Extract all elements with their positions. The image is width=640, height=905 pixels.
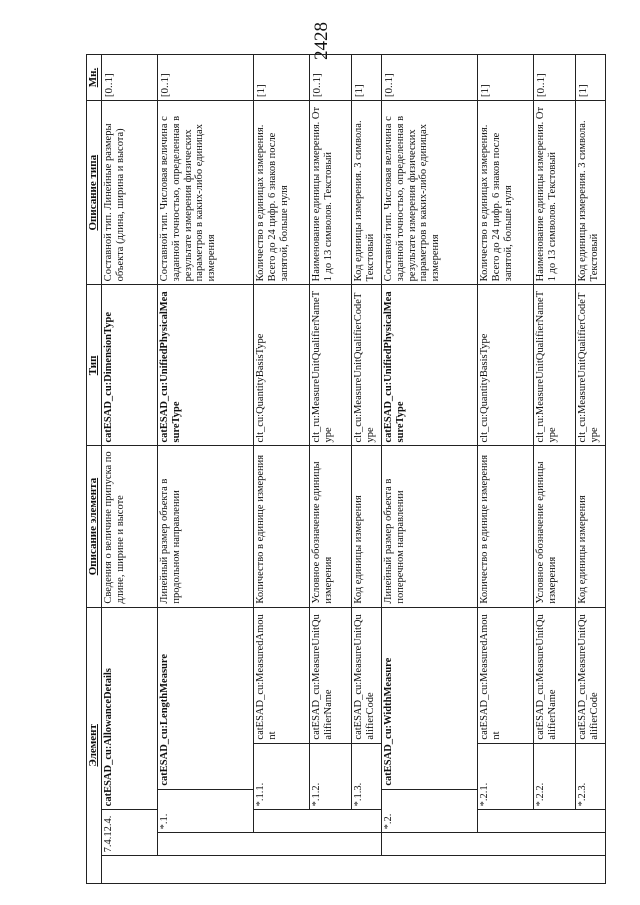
table-row [478, 55, 534, 884]
table-rotator [86, 54, 600, 884]
page-number: 2428 [311, 22, 332, 60]
element-name: catESAD_cu:MeasuredAmount [478, 607, 534, 743]
table-row [158, 55, 254, 884]
element-type: clt_cu:QuantityBasisType [254, 285, 310, 446]
row-number: *.2. [382, 789, 478, 833]
type-desc: Количество в единицах измерения. Всего до 24 цифр. 6 знаков после запятой, больше нуля [254, 101, 310, 285]
type-desc: Составной тип. Числовая величина с заданной точностью, определенная в результате измерения физических параметров в каких-либо единицах измерения [158, 101, 254, 285]
header-mult: Мн. [87, 55, 102, 101]
multiplicity: [1] [576, 55, 606, 101]
element-desc: Условное обозначение единицы измерения [534, 446, 576, 607]
table-row [576, 55, 606, 884]
row-number: *.1.1. [254, 743, 310, 810]
element-desc: Условное обозначение единицы измерения [310, 446, 352, 607]
multiplicity: [1] [352, 55, 382, 101]
element-name: catESAD_cu:WidthMeasure [382, 607, 478, 789]
element-table [86, 54, 606, 884]
element-name: catESAD_cu:AllowanceDetails [102, 607, 158, 810]
indent-cell [534, 856, 576, 884]
element-type: clt_cu:MeasureUnitQualifierCodeType [576, 285, 606, 446]
indent-cell [158, 833, 254, 856]
multiplicity: [0..1] [158, 55, 254, 101]
indent-cell [576, 856, 606, 884]
element-desc: Линейный размер объекта в продольном направлении [158, 446, 254, 607]
type-desc: Составной тип. Числовая величина с заданной точностью, определенная в результате измерения физических параметров в каких-либо единицах измерения [382, 101, 478, 285]
rotated-table-container [86, 54, 600, 884]
row-number: *.1.3. [352, 743, 382, 810]
indent-cell [310, 856, 352, 884]
element-desc: Код единицы измерения [352, 446, 382, 607]
indent-cell [158, 856, 254, 884]
indent-cell [254, 856, 310, 884]
type-desc: Количество в единицах измерения. Всего до 24 цифр. 6 знаков после запятой, больше нуля [478, 101, 534, 285]
multiplicity: [0..1] [534, 55, 576, 101]
header-type-desc: Описание типа [87, 101, 102, 285]
type-desc: Код единицы измерения. 3 символа. Текстовый [352, 101, 382, 285]
element-type: catESAD_cu:DimensionType [102, 285, 158, 446]
table-row [352, 55, 382, 884]
element-desc: Линейный размер объекта в поперечном направлении [382, 446, 478, 607]
indent-cell [254, 833, 310, 856]
header-element: Элемент [87, 607, 102, 883]
element-name: catESAD_cu:MeasureUnitQualifierCode [352, 607, 382, 743]
element-type: clt_cu:QuantityBasisType [478, 285, 534, 446]
table-row [254, 55, 310, 884]
element-type: clt_cu:MeasureUnitQualifierCodeType [352, 285, 382, 446]
element-desc: Количество в единице измерения [254, 446, 310, 607]
type-desc: Наименование единицы измерения. От 1 до 13 символов. Текстовый [534, 101, 576, 285]
element-name: catESAD_cu:MeasureUnitQualifierName [534, 607, 576, 743]
element-desc: Сведения о величине припуска по длине, ширине и высоте [102, 446, 158, 607]
element-desc: Количество в единице измерения [478, 446, 534, 607]
indent-cell [576, 833, 606, 856]
type-desc: Код единицы измерения. 3 символа. Текстовый [576, 101, 606, 285]
indent-cell [352, 810, 382, 833]
table-header-row [87, 55, 102, 884]
element-type: catESAD_cu:UnifiedPhysicalMeasureType [382, 285, 478, 446]
multiplicity: [0..1] [382, 55, 478, 101]
multiplicity: [1] [254, 55, 310, 101]
element-name: catESAD_cu:MeasuredAmount [254, 607, 310, 743]
indent-cell [310, 810, 352, 833]
table-row [534, 55, 576, 884]
table-row [382, 55, 478, 884]
element-desc: Код единицы измерения [576, 446, 606, 607]
row-number: *.1.2. [310, 743, 352, 810]
header-type: Тип [87, 285, 102, 446]
row-number: *.2.2. [534, 743, 576, 810]
header-element-desc: Описание элемента [87, 446, 102, 607]
row-number: *.2.1. [478, 743, 534, 810]
indent-cell [310, 833, 352, 856]
type-desc: Составной тип. Линейные размеры объекта (длина, ширина и высота) [102, 101, 158, 285]
indent-cell [478, 856, 534, 884]
element-type: clt_ru:MeasureUnitQualifierNameType [310, 285, 352, 446]
multiplicity: [0..1] [310, 55, 352, 101]
indent-cell [254, 810, 310, 833]
multiplicity: [1] [478, 55, 534, 101]
multiplicity: [0..1] [102, 55, 158, 101]
element-name: catESAD_cu:MeasureUnitQualifierCode [576, 607, 606, 743]
element-name: catESAD_cu:LengthMeasure [158, 607, 254, 789]
table-row [102, 55, 158, 884]
row-number: *.1. [158, 789, 254, 833]
indent-cell [478, 833, 534, 856]
table-row [310, 55, 352, 884]
indent-cell [534, 810, 576, 833]
indent-cell [352, 856, 382, 884]
indent-cell [382, 856, 478, 884]
indent-cell [102, 856, 158, 884]
element-type: clt_ru:MeasureUnitQualifierNameType [534, 285, 576, 446]
indent-cell [478, 810, 534, 833]
element-name: catESAD_cu:MeasureUnitQualifierName [310, 607, 352, 743]
indent-cell [576, 810, 606, 833]
indent-cell [382, 833, 478, 856]
indent-cell [534, 833, 576, 856]
row-number: 7.4.12.4. [102, 810, 158, 856]
row-number: *.2.3. [576, 743, 606, 810]
element-type: catESAD_cu:UnifiedPhysicalMeasureType [158, 285, 254, 446]
type-desc: Наименование единицы измерения. От 1 до 13 символов. Текстовый [310, 101, 352, 285]
indent-cell [352, 833, 382, 856]
